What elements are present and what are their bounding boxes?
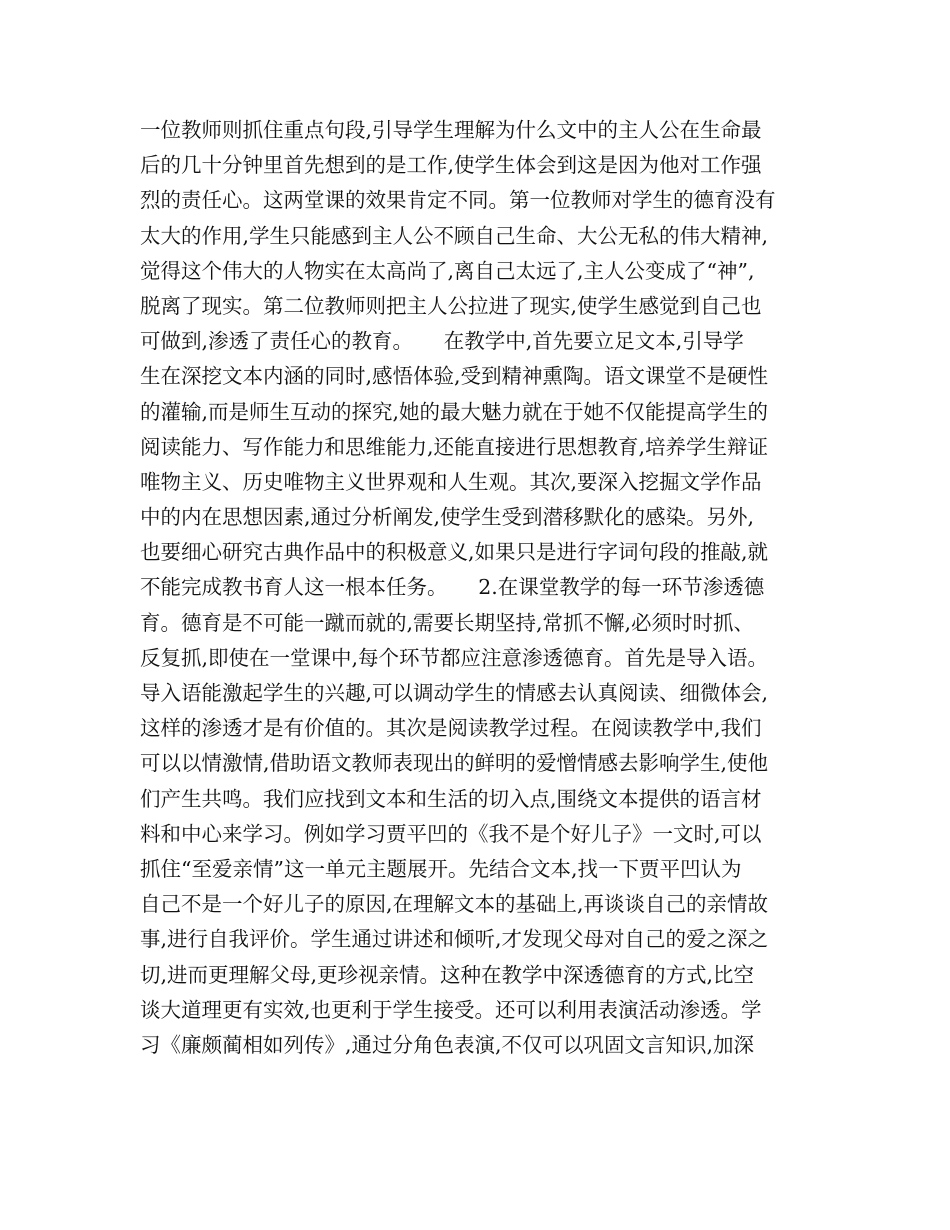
text-line: 反复抓,即使在一堂课中,每个环节都应注意渗透德育。首先是导入语。 xyxy=(140,645,769,670)
text-line: 习《廉颇蔺相如列传》,通过分角色表演,不仅可以巩固文言知识,加深 xyxy=(140,1032,755,1057)
body-text xyxy=(140,113,820,1063)
text-line: 唯物主义、历史唯物主义世界观和人生观。其次,要深入挖掘文学作品 xyxy=(140,469,762,494)
text-line: 导入语能激起学生的兴趣,可以调动学生的情感去认真阅读、细微体会, xyxy=(140,681,769,705)
text-line: 事,进行自我评价。学生通过讲述和倾听,才发现父母对自己的爱之深之 xyxy=(140,927,769,952)
text-line: 也要细心研究古典作品中的积极意义,如果只是进行字词句段的推敲,就 xyxy=(140,540,769,565)
text-line: 中的内在思想因素,通过分析阐发,使学生受到潜移默化的感染。另外, xyxy=(140,505,755,530)
text-line: 脱离了现实。第二位教师则把主人公拉进了现实,使学生感觉到自己也 xyxy=(140,293,762,318)
text-line: 后的几十分钟里首先想到的是工作,使学生体会到这是因为他对工作强 xyxy=(140,153,762,178)
text-line: 们产生共鸣。我们应找到文本和生活的切入点,围绕文本提供的语言材 xyxy=(140,786,762,811)
text-line: 谈大道理更有实效,也更利于学生接受。还可以利用表演活动渗透。学 xyxy=(140,997,762,1022)
text-line: 可做到,渗透了责任心的教育。 在教学中,首先要立足文本,引导学 xyxy=(140,329,744,354)
text-line: 自己不是一个好儿子的原因,在理解文本的基础上,再谈谈自己的亲情故 xyxy=(140,892,769,917)
text-line: 一位教师则抓住重点句段,引导学生理解为什么文中的主人公在生命最 xyxy=(140,118,762,142)
text-line: 生在深挖文本内涵的同时,感悟体验,受到精神熏陶。语文课堂不是硬性 xyxy=(140,364,769,389)
text-line: 可以以情激情,借助语文教师表现出的鲜明的爱憎情感去影响学生,使他 xyxy=(140,751,769,776)
text-line: 不能完成教书育人这一根本任务。 2.在课堂教学的每一环节渗透德 xyxy=(140,575,765,600)
text-line: 烈的责任心。这两堂课的效果肯定不同。第一位教师对学生的德育没有 xyxy=(140,188,776,213)
text-line: 觉得这个伟大的人物实在太高尚了,离自己太远了,主人公变成了“神”, xyxy=(140,258,755,283)
text-line: 抓住“至爱亲情”这一单元主题展开。先结合文本,找一下贾平凹认为 xyxy=(140,856,742,881)
text-line: 这样的渗透才是有价值的。其次是阅读教学过程。在阅读教学中,我们 xyxy=(140,716,762,741)
text-line: 料和中心来学习。例如学习贾平凹的《我不是个好儿子》一文时,可以 xyxy=(140,821,762,846)
text-line: 的灌输,而是师生互动的探究,她的最大魅力就在于她不仅能提高学生的 xyxy=(140,399,769,424)
text-line: 阅读能力、写作能力和思维能力,还能直接进行思想教育,培养学生辩证 xyxy=(140,434,769,459)
text-line: 太大的作用,学生只能感到主人公不顾自己生命、大公无私的伟大精神, xyxy=(140,223,769,248)
text-line: 育。德育是不可能一蹴而就的,需要长期坚持,常抓不懈,必须时时抓、 xyxy=(140,610,755,635)
text-line: 切,进而更理解父母,更珍视亲情。这种在教学中深透德育的方式,比空 xyxy=(140,962,755,987)
